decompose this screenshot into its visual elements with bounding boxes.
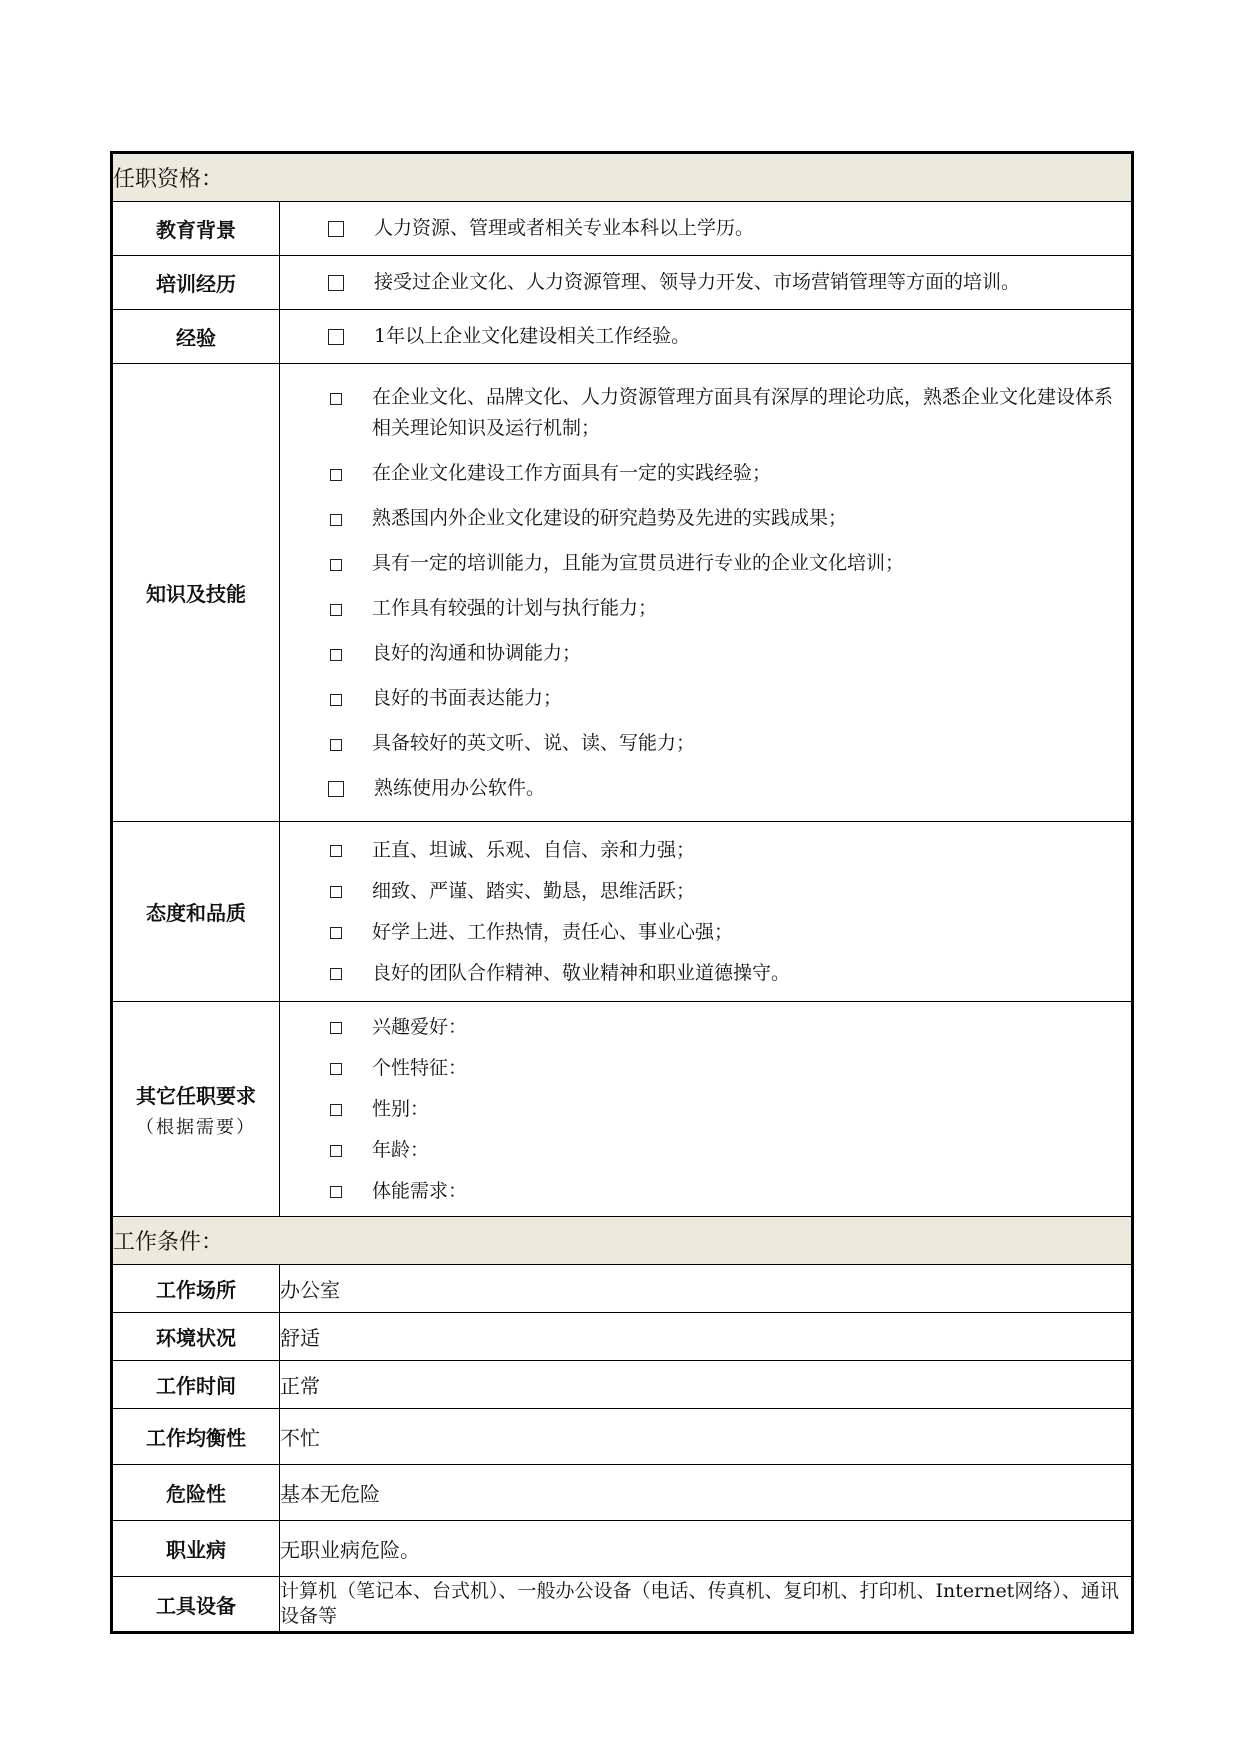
list-item — [280, 260, 1131, 305]
checkbox-icon — [330, 1145, 342, 1157]
qualifications-title: 任职资格： — [112, 153, 1133, 202]
education-label: 教育背景 — [112, 202, 280, 256]
item-text: 熟悉国内外企业文化建设的研究趋势及先进的实践成果； — [372, 506, 848, 529]
list-item — [280, 586, 1131, 631]
experience-label: 经验 — [112, 310, 280, 364]
list-item — [280, 496, 1131, 541]
condition-value: 正常 — [280, 1361, 1133, 1409]
checkbox-icon — [328, 329, 344, 345]
item-text: 1年以上企业文化建设相关工作经验。 — [374, 325, 691, 347]
list-item — [280, 1048, 1131, 1089]
list-item — [280, 451, 1131, 496]
training-label: 培训经历 — [112, 256, 280, 310]
item-text: 良好的沟通和协调能力； — [372, 641, 582, 664]
attitude-row — [112, 822, 1133, 1002]
conditions-title: 工作条件： — [112, 1217, 1133, 1265]
other-requirements-row — [112, 1002, 1133, 1217]
list-item — [280, 721, 1131, 766]
item-text: 工作具有较强的计划与执行能力； — [372, 596, 658, 619]
checkbox-icon — [330, 649, 342, 661]
item-text: 在企业文化建设工作方面具有一定的实践经验； — [372, 461, 772, 484]
list-item — [280, 676, 1131, 721]
item-text: 兴趣爱好： — [372, 1015, 468, 1038]
education-list — [280, 202, 1131, 255]
checkbox-icon — [330, 1186, 342, 1198]
list-item — [280, 1007, 1131, 1048]
table-row — [112, 1465, 1133, 1521]
condition-value: 办公室 — [280, 1265, 1133, 1313]
item-text: 性别： — [372, 1097, 430, 1120]
checkbox-icon — [330, 845, 342, 857]
item-text: 细致、严谨、踏实、勤恳，思维活跃； — [372, 879, 696, 902]
condition-label: 工作均衡性 — [112, 1409, 280, 1465]
skills-row — [112, 364, 1133, 822]
table-row — [112, 1313, 1133, 1361]
checkbox-icon — [328, 275, 344, 291]
item-text: 接受过企业文化、人力资源管理、领导力开发、市场营销管理等方面的培训。 — [374, 271, 1021, 293]
education-row — [112, 202, 1133, 256]
table-row — [112, 1409, 1133, 1465]
condition-value: 无职业病危险。 — [280, 1521, 1133, 1577]
item-text: 人力资源、管理或者相关专业本科以上学历。 — [374, 217, 755, 239]
experience-list — [280, 310, 1131, 363]
condition-label: 环境状况 — [112, 1313, 280, 1361]
attitude-label: 态度和品质 — [112, 822, 280, 1002]
checkbox-icon — [330, 886, 342, 898]
other-requirements-note: （根据需要） — [136, 1116, 256, 1138]
list-item — [280, 1130, 1131, 1171]
list-item — [280, 912, 1131, 953]
item-text: 在企业文化、品牌文化、人力资源管理方面具有深厚的理论功底，熟悉企业文化建设体系相关理论知识及运行机制； — [372, 385, 1114, 439]
checkbox-icon — [330, 514, 342, 526]
list-item — [280, 375, 1131, 451]
checkbox-icon — [328, 221, 344, 237]
training-list — [280, 256, 1131, 309]
checkbox-icon — [330, 393, 342, 405]
condition-label: 危险性 — [112, 1465, 280, 1521]
checkbox-icon — [330, 1063, 342, 1075]
checkbox-icon — [330, 927, 342, 939]
checkbox-icon — [330, 559, 342, 571]
qualifications-section-header — [112, 153, 1133, 202]
list-item — [280, 206, 1131, 251]
list-item — [280, 314, 1131, 359]
condition-value: 不忙 — [280, 1409, 1133, 1465]
list-item — [280, 541, 1131, 586]
condition-label: 工具设备 — [112, 1577, 280, 1633]
other-requirements-label — [112, 1002, 280, 1217]
condition-label: 工作时间 — [112, 1361, 280, 1409]
list-item — [280, 830, 1131, 871]
checkbox-icon — [330, 694, 342, 706]
item-text: 良好的书面表达能力； — [372, 686, 563, 709]
condition-value: 基本无危险 — [280, 1465, 1133, 1521]
skills-label: 知识及技能 — [112, 364, 280, 822]
list-item — [280, 1089, 1131, 1130]
checkbox-icon — [330, 739, 342, 751]
checkbox-icon — [330, 604, 342, 616]
table-row — [112, 1521, 1133, 1577]
training-row — [112, 256, 1133, 310]
other-requirements-title: 其它任职要求 — [136, 1083, 256, 1108]
list-item — [280, 953, 1131, 994]
other-requirements-list — [280, 1003, 1131, 1216]
table-row — [112, 1361, 1133, 1409]
condition-label: 工作场所 — [112, 1265, 280, 1313]
job-requirements-table — [110, 151, 1134, 1634]
list-item — [280, 1171, 1131, 1212]
item-text: 良好的团队合作精神、敬业精神和职业道德操守。 — [372, 961, 791, 984]
item-text: 具备较好的英文听、说、读、写能力； — [372, 731, 696, 754]
item-text: 体能需求： — [372, 1179, 468, 1202]
checkbox-icon — [330, 469, 342, 481]
item-text: 年龄： — [372, 1138, 430, 1161]
experience-row — [112, 310, 1133, 364]
conditions-section-header — [112, 1217, 1133, 1265]
skills-list — [280, 371, 1131, 815]
condition-value: 舒适 — [280, 1313, 1133, 1361]
item-text: 具有一定的培训能力，且能为宣贯员进行专业的企业文化培训； — [372, 551, 905, 574]
checkbox-icon — [330, 968, 342, 980]
condition-value: 计算机（笔记本、台式机）、一般办公设备（电话、传真机、复印机、打印机、Internet网络）、通讯设备等 — [280, 1577, 1133, 1633]
table-row — [112, 1265, 1133, 1313]
list-item — [280, 631, 1131, 676]
item-text: 正直、坦诚、乐观、自信、亲和力强； — [372, 838, 696, 861]
item-text: 熟练使用办公软件。 — [374, 776, 546, 799]
attitude-list — [280, 826, 1131, 998]
item-text: 好学上进、工作热情，责任心、事业心强； — [372, 920, 734, 943]
checkbox-icon — [330, 1022, 342, 1034]
list-item — [280, 871, 1131, 912]
checkbox-icon — [328, 781, 344, 797]
checkbox-icon — [330, 1104, 342, 1116]
item-text: 个性特征： — [372, 1056, 468, 1079]
table-row — [112, 1577, 1133, 1633]
condition-label: 职业病 — [112, 1521, 280, 1577]
list-item — [280, 766, 1131, 811]
